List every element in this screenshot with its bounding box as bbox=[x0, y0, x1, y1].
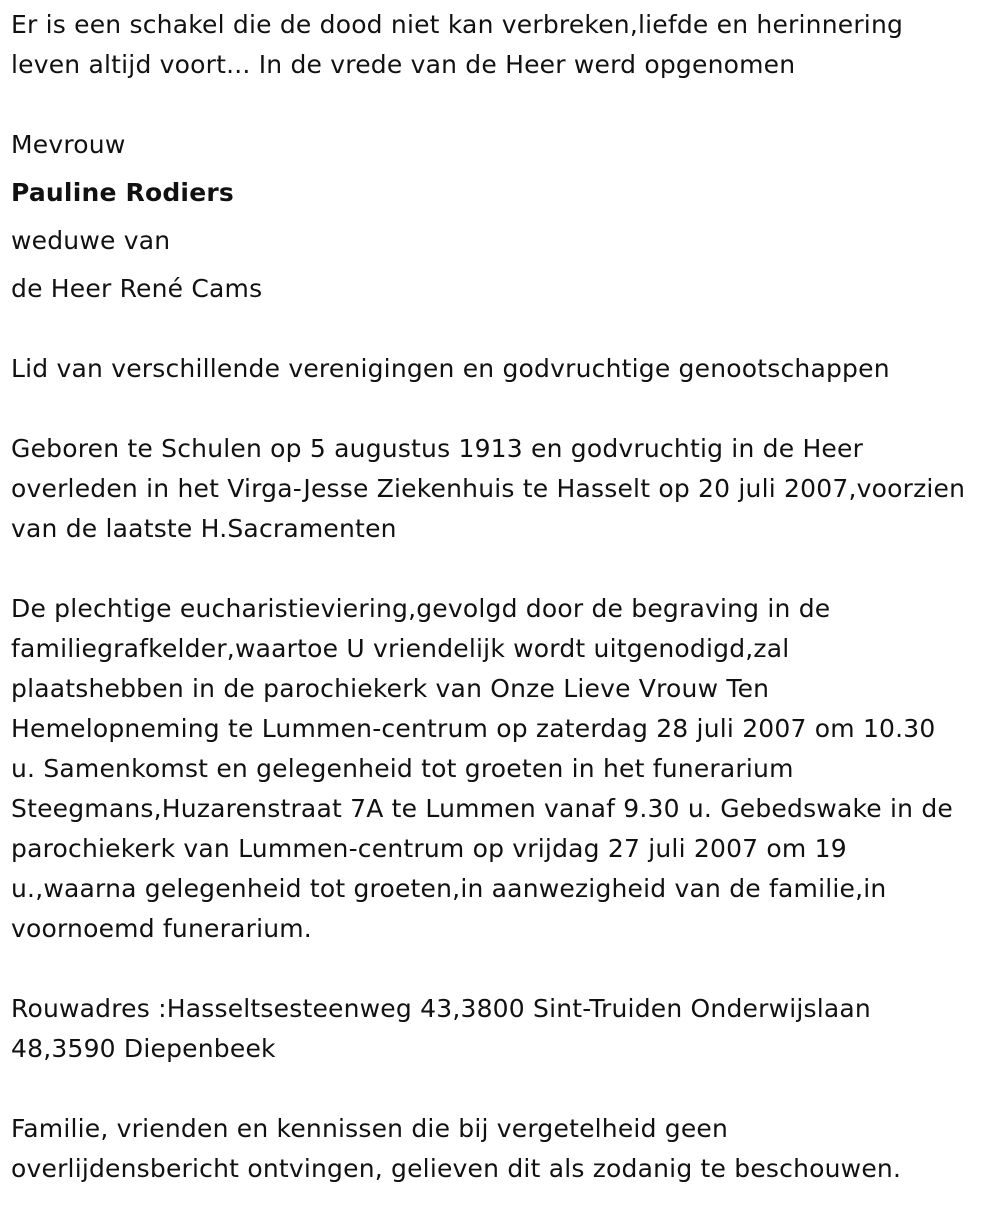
mourning-address: Rouwadres :Hasseltsesteenweg 43,3800 Sint-Truiden Onderwijslaan 48,3590 Diepenbeek bbox=[11, 994, 871, 1063]
relation-text: weduwe van bbox=[11, 226, 171, 255]
ceremony-text: De plechtige eucharistieviering,gevolgd door de begraving in de familiegrafkelder,waartoe U vriendelijk wordt uitgenodigd,zal plaatshebben in de parochiekerk van Onze Lieve Vrouw Ten Hemelopneming te Lummen-centrum op zaterdag 28 juli 2007 om 10.30 u. Samenkomst en gelegenheid tot groeten in het funerarium Steegmans,Huzarenstraat 7A te Lummen vanaf 9.30 u. Gebedswake in de parochiekerk van Lummen-centrum op vrijdag 27 juli 2007 om 19 u.,waarna gelegenheid tot groeten,in aanwezigheid van de familie,in voornoemd funerarium. bbox=[11, 594, 953, 943]
membership-text: Lid van verschillende verenigingen en godvruchtige genootschappen bbox=[11, 354, 890, 383]
deceased-name: Pauline Rodiers bbox=[11, 178, 234, 207]
spacer bbox=[11, 949, 996, 989]
birth-death-text: Geboren te Schulen op 5 augustus 1913 en godvruchtig in de Heer overleden in het Virga-Jesse Ziekenhuis te Hasselt op 20 juli 2007,voorzien van de laatste H.Sacramenten bbox=[11, 434, 966, 543]
spacer bbox=[11, 1069, 996, 1109]
spacer bbox=[11, 389, 996, 429]
spacer bbox=[11, 309, 996, 349]
spacer bbox=[11, 85, 996, 125]
intro-text: Er is een schakel die de dood niet kan verbreken,liefde en herinnering leven altijd voort... In de vrede van de Heer werd opgenomen bbox=[11, 10, 904, 79]
spacer bbox=[11, 549, 996, 589]
obituary-notice bbox=[11, 5, 996, 1189]
deceased-block bbox=[11, 121, 996, 313]
spouse-name: de Heer René Cams bbox=[11, 274, 263, 303]
closing-text: Familie, vrienden en kennissen die bij vergetelheid geen overlijdensbericht ontvingen, gelieven dit als zodanig te beschouwen. bbox=[11, 1114, 902, 1183]
honorific: Mevrouw bbox=[11, 130, 126, 159]
